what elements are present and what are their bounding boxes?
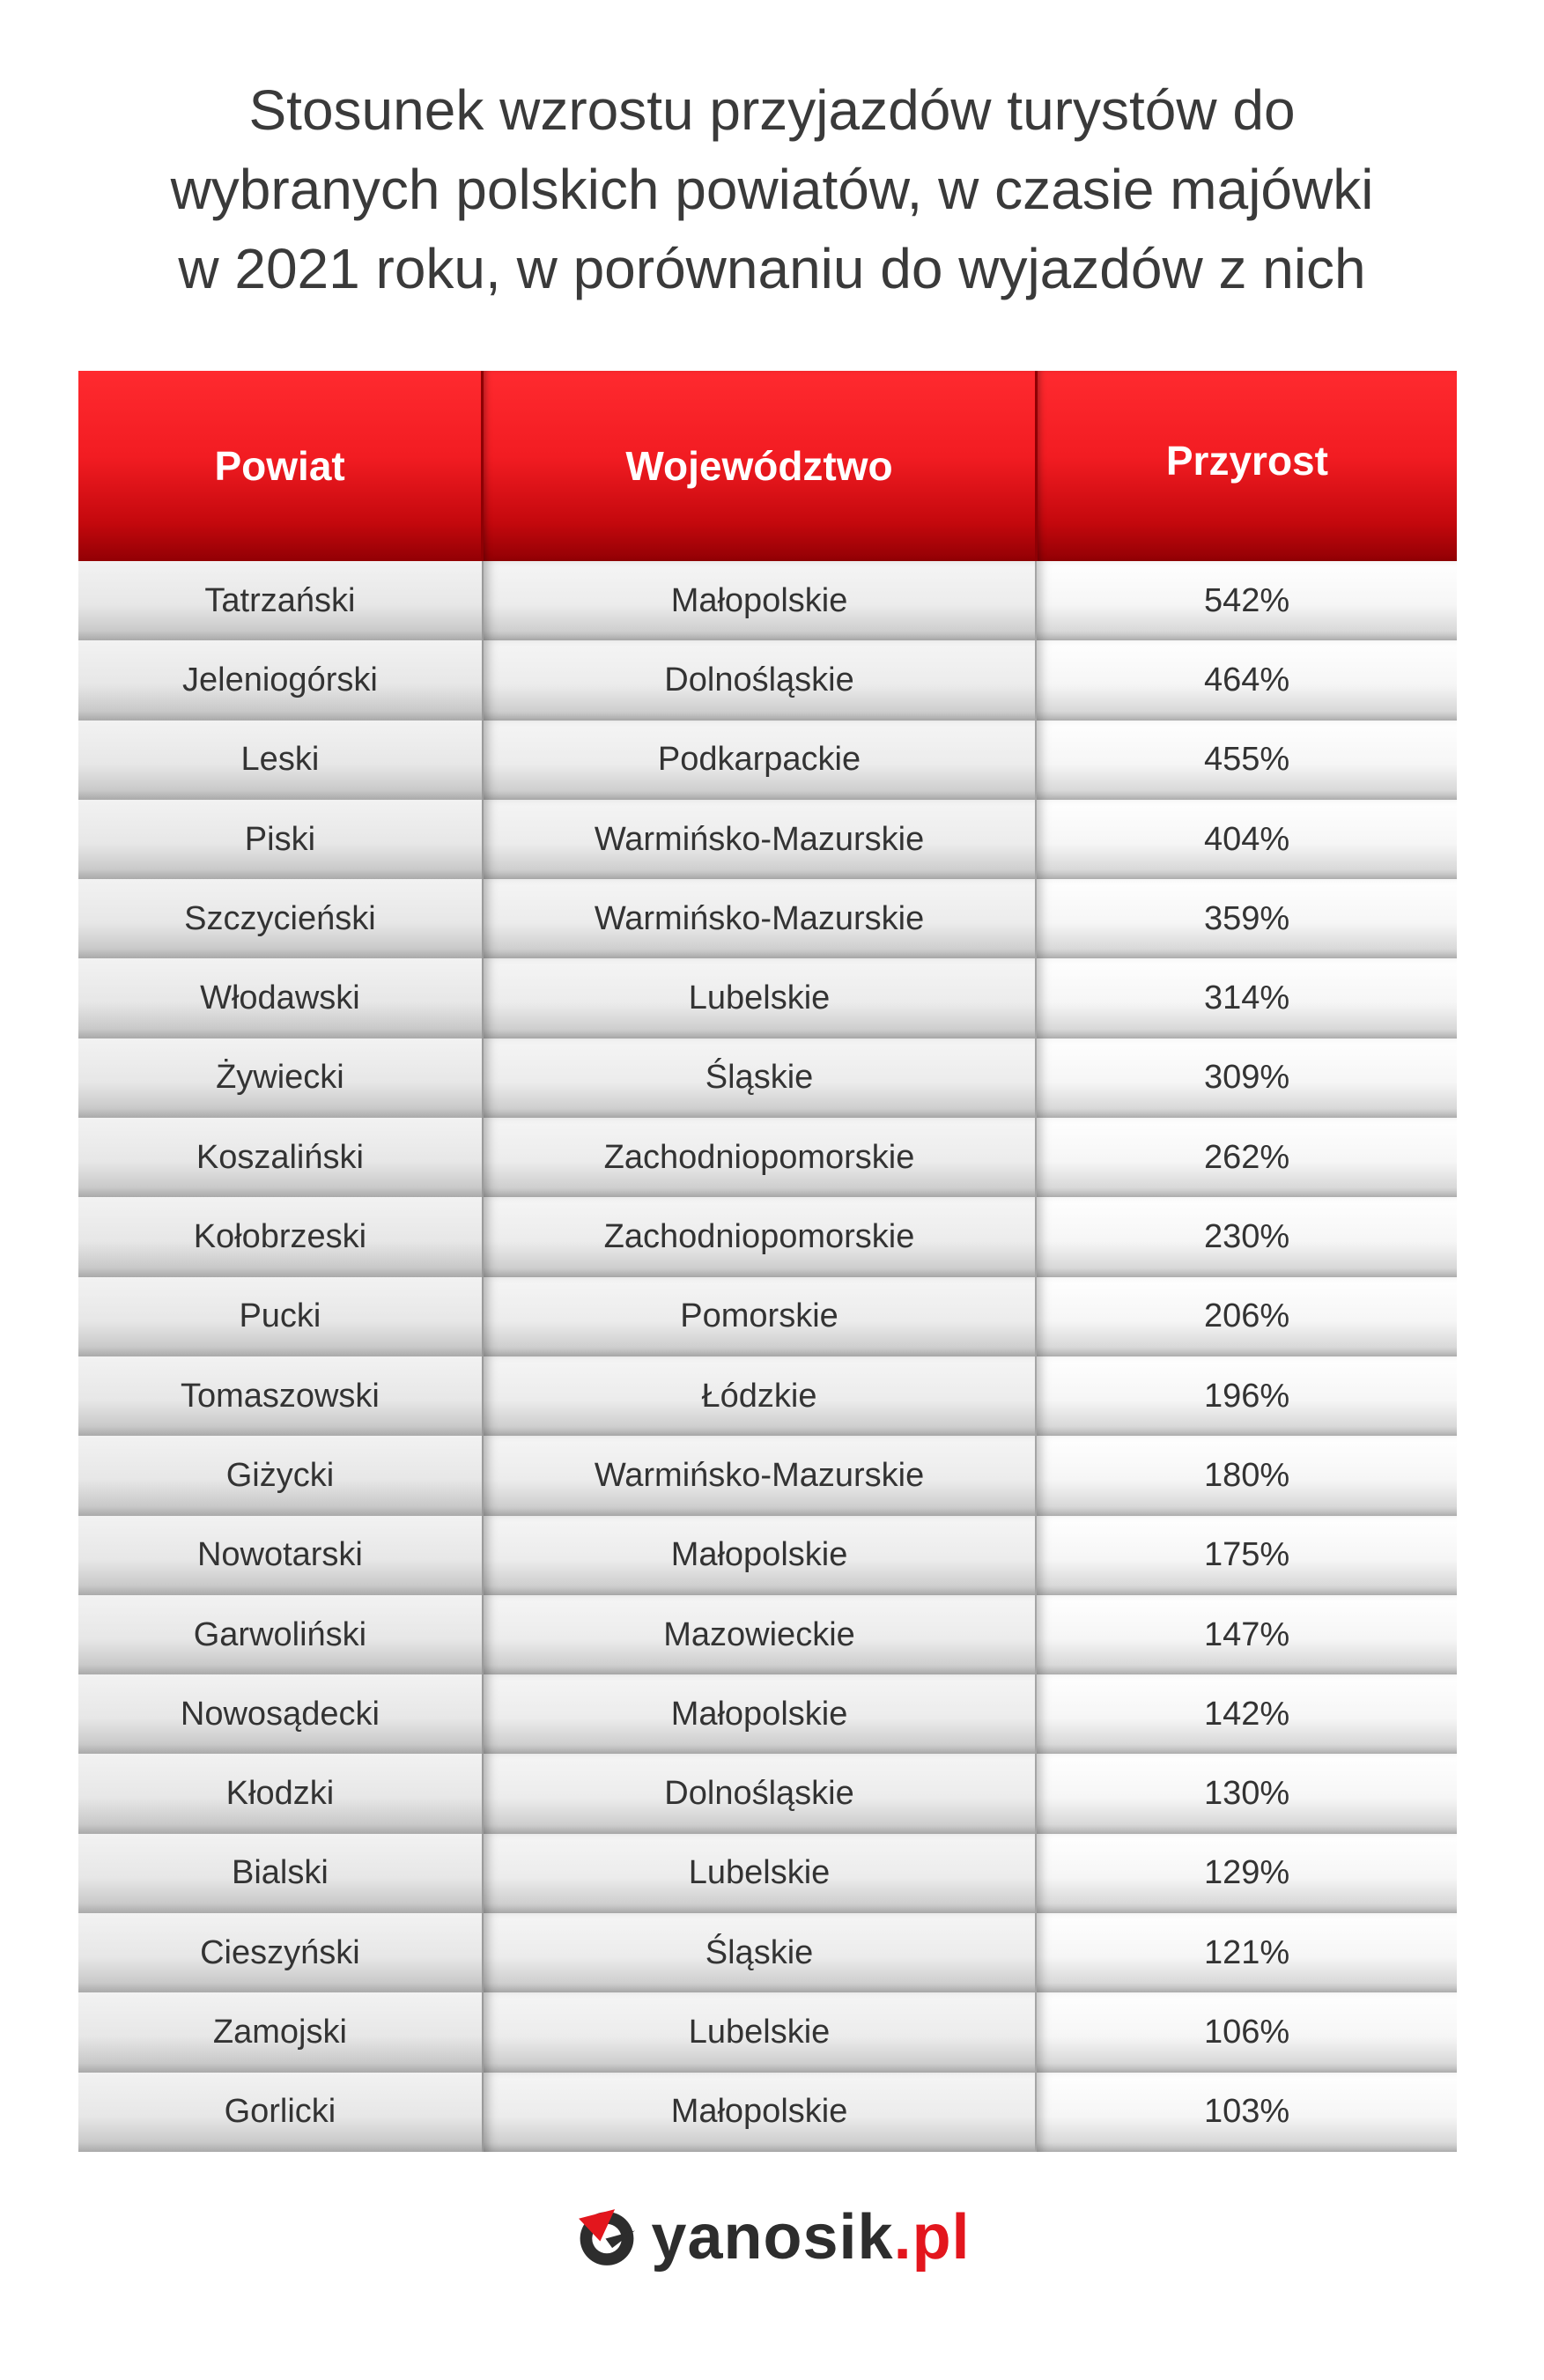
cell-przyrost: 262%	[1035, 1118, 1457, 1197]
brand-wordmark: yanosik.pl	[651, 2202, 971, 2273]
column-header-powiat: Powiat	[214, 443, 345, 489]
table-row	[78, 1754, 1457, 1833]
table-body	[78, 561, 1457, 2152]
cell-przyrost: 180%	[1035, 1436, 1457, 1515]
cell-wojewodztwo: Śląskie	[482, 1038, 1035, 1118]
cell-przyrost: 142%	[1035, 1674, 1457, 1754]
cell-wojewodztwo: Lubelskie	[482, 958, 1035, 1038]
table-row	[78, 958, 1457, 1038]
cell-powiat: Piski	[78, 800, 482, 879]
cell-przyrost: 230%	[1035, 1197, 1457, 1276]
cell-wojewodztwo: Śląskie	[482, 1913, 1035, 1992]
cell-wojewodztwo: Łódzkie	[482, 1356, 1035, 1436]
table-row	[78, 1277, 1457, 1356]
column-header-wojewodztwo: Województwo	[481, 371, 1035, 561]
cell-wojewodztwo: Warmińsko-Mazurskie	[482, 800, 1035, 879]
table-row	[78, 1516, 1457, 1595]
cell-powiat: Gorlicki	[78, 2073, 482, 2152]
cell-wojewodztwo: Małopolskie	[482, 2073, 1035, 2152]
table-row	[78, 1356, 1457, 1436]
cell-powiat: Żywiecki	[78, 1038, 482, 1118]
table-row	[78, 2073, 1457, 2152]
cell-przyrost: 404%	[1035, 800, 1457, 879]
cell-powiat: Nowotarski	[78, 1516, 482, 1595]
cell-powiat: Tatrzański	[78, 561, 482, 640]
cell-powiat: Garwoliński	[78, 1595, 482, 1674]
table-row	[78, 1436, 1457, 1515]
cell-powiat: Cieszyński	[78, 1913, 482, 1992]
cell-przyrost: 196%	[1035, 1356, 1457, 1436]
yanosik-logo-icon	[573, 2204, 640, 2271]
cell-wojewodztwo: Warmińsko-Mazurskie	[482, 1436, 1035, 1515]
table-row	[78, 800, 1457, 879]
brand-logo	[0, 2198, 1544, 2277]
table-row	[78, 1038, 1457, 1118]
title-line-3: w 2021 roku, w porównaniu do wyjazdów z nich	[178, 237, 1366, 300]
cell-przyrost: 455%	[1035, 721, 1457, 800]
cell-przyrost: 464%	[1035, 640, 1457, 720]
table-row	[78, 721, 1457, 800]
table-row	[78, 879, 1457, 958]
cell-przyrost: 542%	[1035, 561, 1457, 640]
column-header-przyrost: Przyrost	[1035, 371, 1457, 561]
cell-wojewodztwo: Zachodniopomorskie	[482, 1197, 1035, 1276]
cell-wojewodztwo: Małopolskie	[482, 561, 1035, 640]
cell-wojewodztwo: Małopolskie	[482, 1674, 1035, 1754]
cell-wojewodztwo: Małopolskie	[482, 1516, 1035, 1595]
table-row	[78, 1197, 1457, 1276]
cell-wojewodztwo: Zachodniopomorskie	[482, 1118, 1035, 1197]
cell-powiat: Giżycki	[78, 1436, 482, 1515]
cell-przyrost: 103%	[1035, 2073, 1457, 2152]
cell-powiat: Szczycieński	[78, 879, 482, 958]
cell-wojewodztwo: Lubelskie	[482, 1992, 1035, 2072]
table-row	[78, 1118, 1457, 1197]
cell-wojewodztwo: Warmińsko-Mazurskie	[482, 879, 1035, 958]
cell-powiat: Kołobrzeski	[78, 1197, 482, 1276]
cell-wojewodztwo: Podkarpackie	[482, 721, 1035, 800]
title-line-1: Stosunek wzrostu przyjazdów turystów do	[248, 78, 1296, 142]
cell-przyrost: 309%	[1035, 1038, 1457, 1118]
cell-przyrost: 129%	[1035, 1834, 1457, 1913]
cell-przyrost: 206%	[1035, 1277, 1457, 1356]
cell-powiat: Leski	[78, 721, 482, 800]
table-row	[78, 1913, 1457, 1992]
cell-przyrost: 130%	[1035, 1754, 1457, 1833]
cell-powiat: Nowosądecki	[78, 1674, 482, 1754]
table-row	[78, 561, 1457, 640]
cell-przyrost: 359%	[1035, 879, 1457, 958]
cell-przyrost: 175%	[1035, 1516, 1457, 1595]
cell-wojewodztwo: Dolnośląskie	[482, 1754, 1035, 1833]
table-row	[78, 1992, 1457, 2072]
cell-powiat: Jeleniogórski	[78, 640, 482, 720]
cell-powiat: Zamojski	[78, 1992, 482, 2072]
title-line-2: wybranych polskich powiatów, w czasie majówki	[170, 158, 1374, 221]
table-row	[78, 1595, 1457, 1674]
cell-wojewodztwo: Mazowieckie	[482, 1595, 1035, 1674]
cell-wojewodztwo: Dolnośląskie	[482, 640, 1035, 720]
cell-wojewodztwo: Lubelskie	[482, 1834, 1035, 1913]
data-table	[78, 371, 1457, 2152]
table-header	[78, 371, 1457, 561]
cell-przyrost: 121%	[1035, 1913, 1457, 1992]
chart-title	[0, 70, 1544, 308]
table-row	[78, 640, 1457, 720]
cell-powiat: Koszaliński	[78, 1118, 482, 1197]
cell-powiat: Włodawski	[78, 958, 482, 1038]
cell-powiat: Tomaszowski	[78, 1356, 482, 1436]
cell-powiat: Bialski	[78, 1834, 482, 1913]
cell-powiat: Pucki	[78, 1277, 482, 1356]
cell-powiat: Kłodzki	[78, 1754, 482, 1833]
cell-wojewodztwo: Pomorskie	[482, 1277, 1035, 1356]
table-row	[78, 1834, 1457, 1913]
cell-przyrost: 106%	[1035, 1992, 1457, 2072]
cell-przyrost: 147%	[1035, 1595, 1457, 1674]
cell-przyrost: 314%	[1035, 958, 1457, 1038]
table-row	[78, 1674, 1457, 1754]
